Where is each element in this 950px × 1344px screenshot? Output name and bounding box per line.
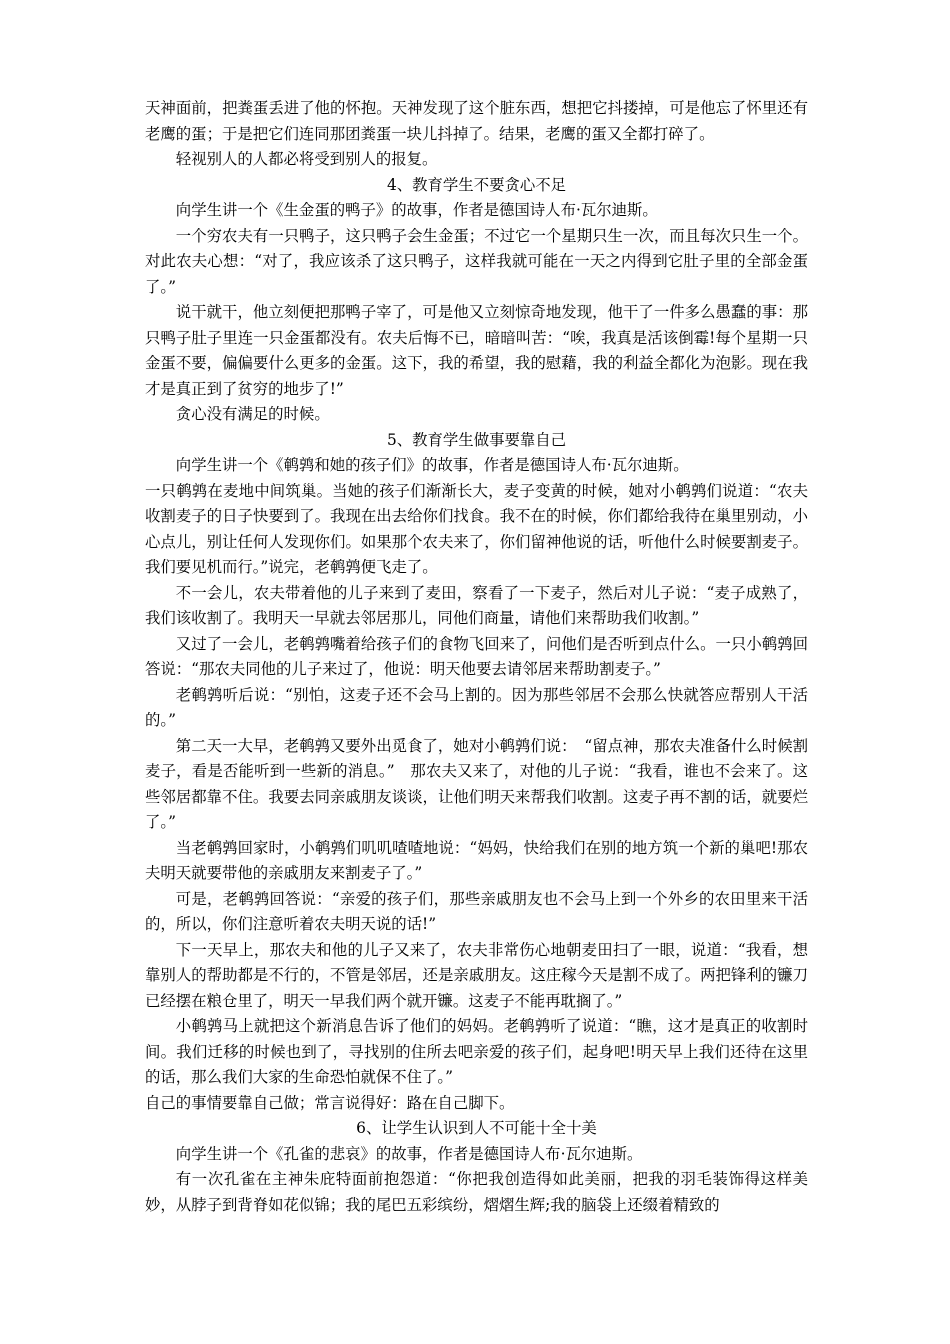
paragraph: 老鹌鹑听后说：“别怕，这麦子还不会马上割的。因为那些邻居不会那么快就答应帮别人干活的。” — [145, 685, 808, 729]
document-page — [145, 96, 808, 1218]
section-heading: 6、让学生认识到人不可能十全十美 — [356, 1119, 597, 1137]
paragraph: 一个穷农夫有一只鸭子，这只鸭子会生金蛋；不过它一个星期只生一次，而且每次只生一个。对此农夫心想：“对了，我应该杀了这只鸭子，这样我就可能在一天之内得到它肚子里的全部金蛋了。” — [145, 226, 808, 296]
paragraph: 轻视别人的人都必将受到别人的报复。 — [175, 150, 438, 168]
paragraph: 下一天早上，那农夫和他的儿子又来了，农夫非常伤心地朝麦田扫了一眼，说道：“我看，想靠别人的帮助都是不行的，不管是邻居，还是亲戚朋友。这庄稼今天是割不成了。两把锋利的镰刀已经摆在粮仓里了，明天一早我们两个就开镰。这麦子不能再耽搁了。” — [145, 940, 808, 1010]
section-heading: 4、教育学生不要贪心不足 — [386, 175, 567, 194]
paragraph: 可是，老鹌鹑回答说：“亲爱的孩子们，那些亲戚朋友也不会马上到一个外乡的农田里来干活的，所以，你们注意听着农夫明天说的话!” — [145, 889, 808, 933]
paragraph: 第二天一大早，老鹌鹑又要外出觅食了，她对小鹌鹑们说： “留点神，那农夫准备什么时候割麦子，看是否能听到一些新的消息。” 那农夫又来了，对他的儿子说：“我看，谁也不会来了。这些邻居都靠不住。我要去同亲戚朋友谈谈，让他们明天来帮我们收割。这麦子再不割的话，就要烂了。” — [145, 736, 808, 831]
paragraph: 天神面前，把粪蛋丢进了他的怀抱。天神发现了这个脏东西，想把它抖搂掉，可是他忘了怀里还有老鹰的蛋；于是把它们连同那团粪蛋一块儿抖掉了。结果，老鹰的蛋又全都打碎了。 — [145, 99, 808, 143]
paragraph: 自己的事情要靠自己做；常言说得好：路在自己脚下。 — [145, 1093, 515, 1112]
paragraph: 当老鹌鹑回家时，小鹌鹑们叽叽喳喳地说：“妈妈，快给我们在别的地方筑一个新的巢吧!那农夫明天就要带他的亲戚朋友来割麦子了。” — [145, 838, 808, 882]
paragraph: 小鹌鹑马上就把这个新消息告诉了他们的妈妈。老鹌鹑听了说道：“瞧，这才是真正的收割时间。我们迁移的时候也到了，寻找别的住所去吧亲爱的孩子们，起身吧!明天早上我们还待在这里的话，那么我们大家的生命恐怕就保不住了。” — [145, 1017, 808, 1086]
paragraph: 向学生讲一个《鹌鹑和她的孩子们》的故事，作者是德国诗人布·瓦尔迪斯。 — [175, 456, 689, 474]
paragraph: 不一会儿，农夫带着他的儿子来到了麦田，察看了一下麦子，然后对儿子说：“麦子成熟了，我们该收割了。我明天一早就去邻居那儿，同他们商量，请他们来帮助我们收割。” — [145, 583, 808, 627]
paragraph: 一只鹌鹑在麦地中间筑巢。当她的孩子们渐渐长大，麦子变黄的时候，她对小鹌鹑们说道：“农夫收割麦子的日子快要到了。我现在出去给你们找食。我不在的时候，你们都给我待在巢里别动，小心点儿，别让任何人发现你们。如果那个农夫来了，你们留神他说的话，听他什么时候要割麦子。我们要见机而行。”说完，老鹌鹑便飞走了。 — [145, 481, 808, 576]
paragraph: 说干就干，他立刻便把那鸭子宰了，可是他又立刻惊奇地发现，他干了一件多么愚蠢的事：那只鸭子肚子里连一只金蛋都没有。农夫后悔不已，暗暗叫苦：“唉，我真是活该倒霉!每个星期一只金蛋不要，偏偏要什么更多的金蛋。这下，我的希望，我的慰藉，我的利益全都化为泡影。现在我才是真正到了贫穷的地步了!” — [145, 303, 808, 398]
paragraph: 贪心没有满足的时候。 — [175, 405, 330, 423]
paragraph: 向学生讲一个《生金蛋的鸭子》的故事，作者是德国诗人布·瓦尔迪斯。 — [175, 201, 658, 219]
paragraph: 又过了一会儿，老鹌鹑嘴着给孩子们的食物飞回来了，问他们是否听到点什么。一只小鹌鹑回答说：“那农夫同他的儿子来过了，他说：明天他要去请邻居来帮助割麦子。” — [145, 634, 808, 678]
paragraph: 向学生讲一个《孔雀的悲哀》的故事，作者是德国诗人布·瓦尔迪斯。 — [175, 1144, 643, 1163]
section-heading: 5、教育学生做事要靠自己 — [386, 430, 567, 449]
paragraph: 有一次孔雀在主神朱庇特面前抱怨道：“你把我创造得如此美丽，把我的羽毛装饰得这样美妙，从脖子到背脊如花似锦；我的尾巴五彩缤纷，熠熠生辉;我的脑袋上还缀着精致的 — [145, 1170, 808, 1214]
